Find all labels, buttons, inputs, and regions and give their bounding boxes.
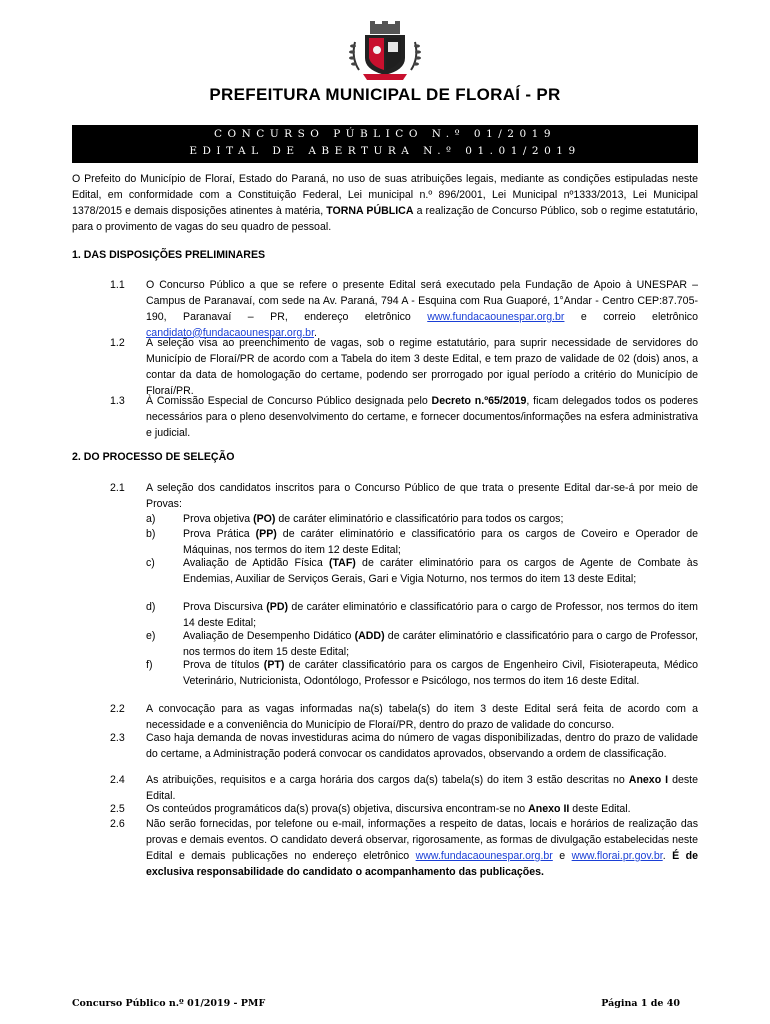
item-1-1: O Concurso Público a que se refere o presente Edital será executado pela Fundação de Apoio à UNESPAR – Campus de Paranavaí, com sede na Av. Paraná, 794 A - Esquina com Rua Guaporé, 1°Andar - Centro CEP:87.705-190, Paranavaí – PR, endereço eletrônico www.fundacaounespar.org.br e correio eletrônico candidato@fundacaounespar.org.br. <box>146 279 698 339</box>
item-2-1: A seleção dos candidatos inscritos para o Concurso Público de que trata o presente Edital dar-se-á por meio de Provas: <box>146 482 698 510</box>
footer-contest-label: Concurso Público n.º 01/2019 - PMF <box>72 998 266 1009</box>
sub-item-letter: c) <box>146 557 155 569</box>
item-number: 1.3 <box>110 395 125 407</box>
sub-item-d: Prova Discursiva (PD) de caráter eliminatório e classificatório para o cargo de Professor, nos termos do item 14 deste Edital; <box>183 601 698 629</box>
sub-item-letter: b) <box>146 528 156 540</box>
item-number: 2.1 <box>110 482 125 494</box>
item-1-3: À Comissão Especial de Concurso Público designada pelo Decreto n.º65/2019, ficam delegados todos os poderes necessários para o pleno desenvolvimento do certame, e fornecer documentos/informações na esfera administrativa e judicial. <box>146 395 699 439</box>
item-2-6: Não serão fornecidas, por telefone ou e-mail, informações a respeito de datas, locais e horários de realização das provas e demais eventos. O candidato deverá observar, rigorosamente, as formas de divulgação estabelecidas neste Edital e demais publicações no endereço eletrônico www.fundacaounespar.org.br e www.florai.pr.gov.br. É de exclusiva responsabilidade do candidato o acompanhamento das publicações. <box>146 818 698 878</box>
section-1-title: 1. DAS DISPOSIÇÕES PRELIMINARES <box>72 249 266 261</box>
fundacao-website-link[interactable]: www.fundacaounespar.org.br <box>427 310 565 323</box>
item-number: 2.3 <box>110 732 125 744</box>
sub-item-f: Prova de títulos (PT) de caráter classificatório para os cargos de Engenheiro Civil, Fisioterapeuta, Médico Veterinário, Nutricionista, Odontólogo, Professor e Psicólogo, nos termos do item 16 deste Edital. <box>183 659 698 687</box>
sub-item-letter: e) <box>146 630 156 642</box>
item-2-5: Os conteúdos programáticos da(s) prova(s) objetiva, discursiva encontram-se no Anexo II deste Edital. <box>146 803 631 815</box>
item-number: 2.6 <box>110 818 125 830</box>
sub-item-letter: a) <box>146 513 156 525</box>
sub-item-b: Prova Prática (PP) de caráter eliminatório e classificatório para os cargos de Coveiro e Operador de Máquinas, nos termos do item 12 deste Edital; <box>183 528 698 556</box>
item-number: 2.2 <box>110 703 125 715</box>
item-2-4: As atribuições, requisitos e a carga horária dos cargos da(s) tabela(s) do item 3 estão descritas no Anexo I deste Edital. <box>146 774 699 802</box>
item-number: 2.5 <box>110 803 125 815</box>
item-2-3: Caso haja demanda de novas investiduras acima do número de vagas disponibilizadas, dentro do prazo de validade do certame, a Administração poderá convocar os candidatos aprovados, observando a ordem de classificação. <box>146 732 698 760</box>
item-2-2: A convocação para as vagas informadas na(s) tabela(s) do item 3 deste Edital será feita de acordo com a necessidade e a conveniência do Município de Floraí/PR, dentro do prazo de validade do concurso. <box>146 703 698 731</box>
item-number: 1.1 <box>110 279 125 291</box>
sub-item-a: Prova objetiva (PO) de caráter eliminatório e classificatório para todos os cargos; <box>183 513 564 525</box>
item-number: 1.2 <box>110 337 125 349</box>
banner-edital-number: EDITAL DE ABERTURA N.º 01.01/2019 <box>189 145 581 157</box>
banner-contest-number: CONCURSO PÚBLICO N.º 01/2019 <box>213 128 557 140</box>
item-1-2: A seleção visa ao preenchimento de vagas, sob o regime estatutário, para suprir necessidade de servidores do Município de Floraí/PR de acordo com a Tabela do item 3 deste Edital, e tem prazo de validade de 02 (dois) anos, a contar da data de homologação do certame, podendo ser prorrogado por igual período a critério do Município de Floraí/PR. <box>146 337 698 397</box>
fundacao-website-link[interactable]: www.fundacaounespar.org.br <box>415 849 553 862</box>
item-number: 2.4 <box>110 774 125 786</box>
intro-paragraph: O Prefeito do Município de Floraí, Estado do Paraná, no uso de suas atribuições legais, mediante as condições estipuladas neste Edital, em conformidade com a Constituição Federal, Lei municipal n.º 896/2001, Lei Municipal nº1333/2013, Lei Municipal 1378/2015 e demais disposições atinentes à matéria, TORNA PÚBLICA a realização de Concurso Público, sob o regime estatutário, para o provimento de vagas do seu quadro de pessoal. <box>72 173 699 233</box>
candidate-email-link[interactable]: candidato@fundacaounespar.org.br <box>146 326 315 339</box>
coat-of-arms-icon <box>315 20 455 82</box>
sub-item-c: Avaliação de Aptidão Física (TAF) de caráter eliminatório para os cargos de Agente de Combate às Endemias, Auxiliar de Serviços Gerais, Gari e Vigia Noturno, nos termos do item 13 deste Edital; <box>183 557 698 585</box>
sub-item-letter: f) <box>146 659 153 671</box>
florai-website-link[interactable]: www.florai.pr.gov.br <box>571 849 663 862</box>
sub-item-e: Avaliação de Desempenho Didático (ADD) de caráter eliminatório e classificatório para o cargo de Professor, nos termos do item 15 deste Edital; <box>183 630 698 658</box>
footer-page-number: Página 1 de 40 <box>601 998 680 1009</box>
sub-item-letter: d) <box>146 601 156 613</box>
document-title: PREFEITURA MUNICIPAL DE FLORAÍ - PR <box>209 85 561 104</box>
banner <box>72 125 698 163</box>
section-2-title: 2. DO PROCESSO DE SELEÇÃO <box>72 451 235 463</box>
